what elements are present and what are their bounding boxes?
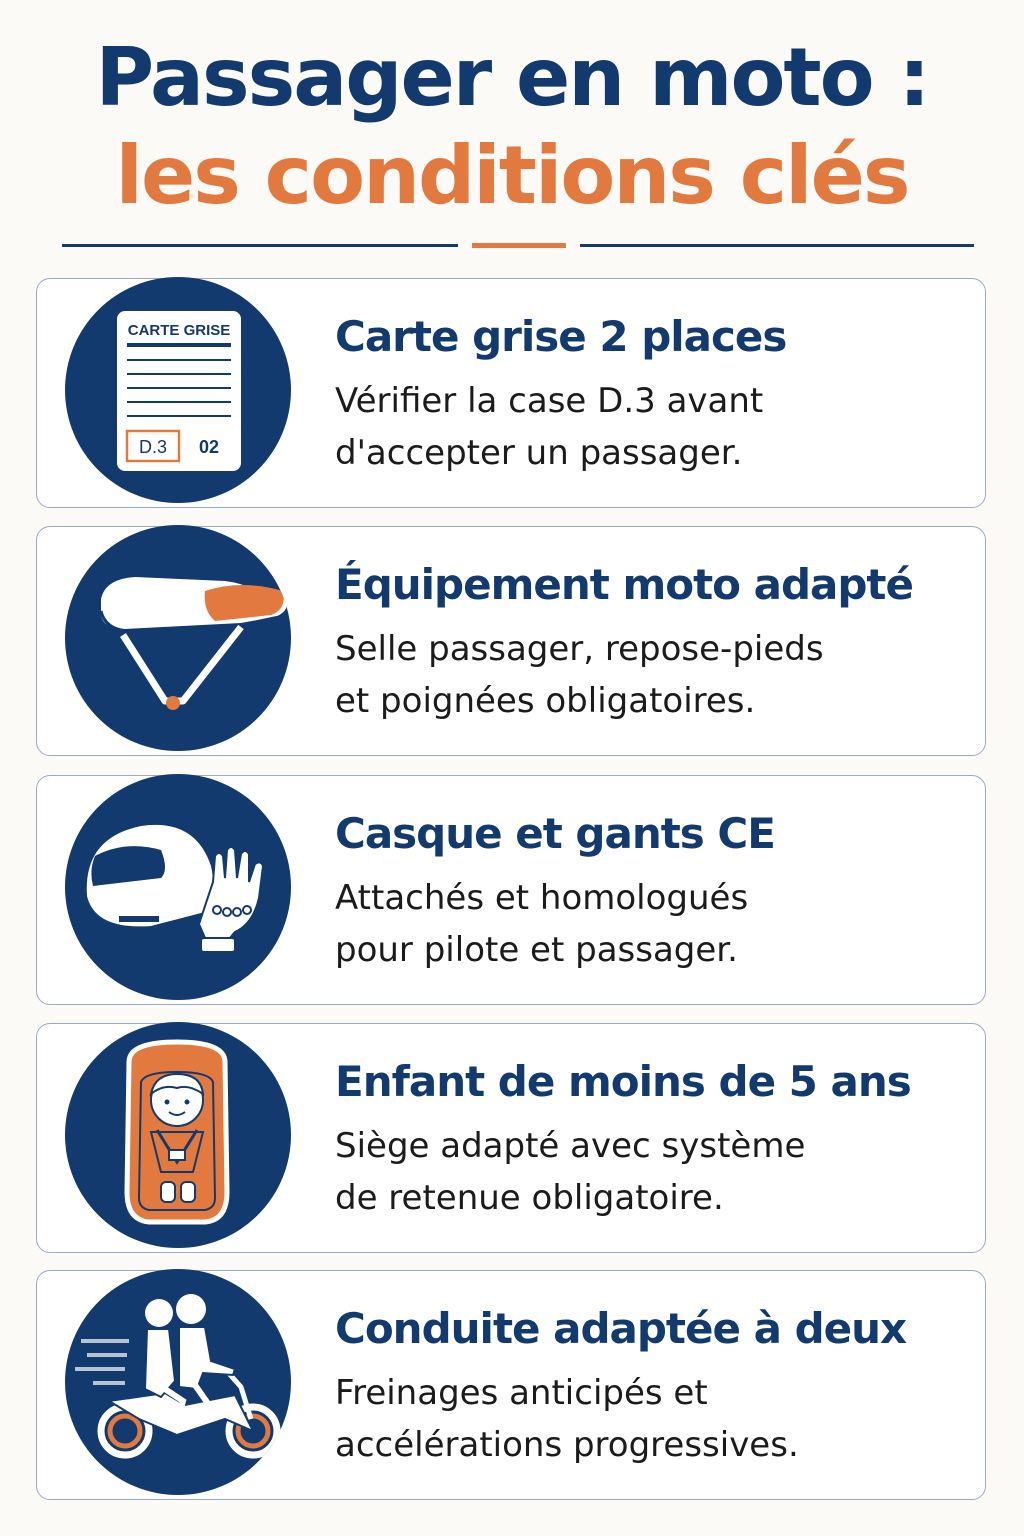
- card-description-line: de retenue obligatoire.: [335, 1178, 724, 1218]
- card-description-line: Attachés et homologués: [335, 878, 749, 918]
- card-description: [335, 375, 935, 479]
- card-casque-gants: [36, 775, 986, 1005]
- d3-field-label: D.3: [138, 437, 168, 457]
- title-divider-right: [580, 244, 974, 247]
- card-heading: Enfant de moins de 5 ans: [335, 1057, 911, 1106]
- helmet-gloves-icon: [65, 774, 291, 1000]
- card-description: [335, 1367, 935, 1471]
- card-description-line: Vérifier la case D.3 avant: [335, 381, 764, 421]
- card-description: [335, 623, 935, 727]
- page-title: Passager en moto :: [95, 31, 929, 124]
- passenger-seat-icon: [65, 525, 291, 751]
- card-heading: Conduite adaptée à deux: [335, 1304, 907, 1353]
- card-description-line: accélérations progressives.: [335, 1425, 799, 1465]
- card-conduite: [36, 1270, 986, 1500]
- title-divider-left: [62, 244, 458, 247]
- card-description-line: Selle passager, repose-pieds: [335, 629, 824, 669]
- card-heading: Casque et gants CE: [335, 809, 775, 858]
- card-description-line: pour pilote et passager.: [335, 930, 738, 970]
- card-description-line: Freinages anticipés et: [335, 1373, 708, 1413]
- page-header: [0, 0, 1024, 260]
- title-divider-accent: [472, 243, 566, 248]
- card-carte-grise: [36, 278, 986, 508]
- card-heading: Carte grise 2 places: [335, 312, 787, 361]
- card-equipement: [36, 526, 986, 756]
- card-description: [335, 872, 935, 976]
- page-subtitle: les conditions clés: [115, 129, 909, 222]
- card-description-line: d'accepter un passager.: [335, 433, 743, 473]
- card-description: [335, 1120, 935, 1224]
- card-heading: Équipement moto adapté: [335, 560, 913, 609]
- card-enfant: [36, 1023, 986, 1253]
- registration-card-icon: [65, 277, 291, 503]
- card-description-line: et poignées obligatoires.: [335, 681, 756, 721]
- card-description-line: Siège adapté avec système: [335, 1126, 806, 1166]
- motorcycle-two-riders-icon: [65, 1269, 291, 1495]
- carte-grise-label: CARTE GRISE: [127, 322, 231, 339]
- d3-field-value: 02: [198, 437, 220, 457]
- child-seat-icon: [65, 1022, 291, 1248]
